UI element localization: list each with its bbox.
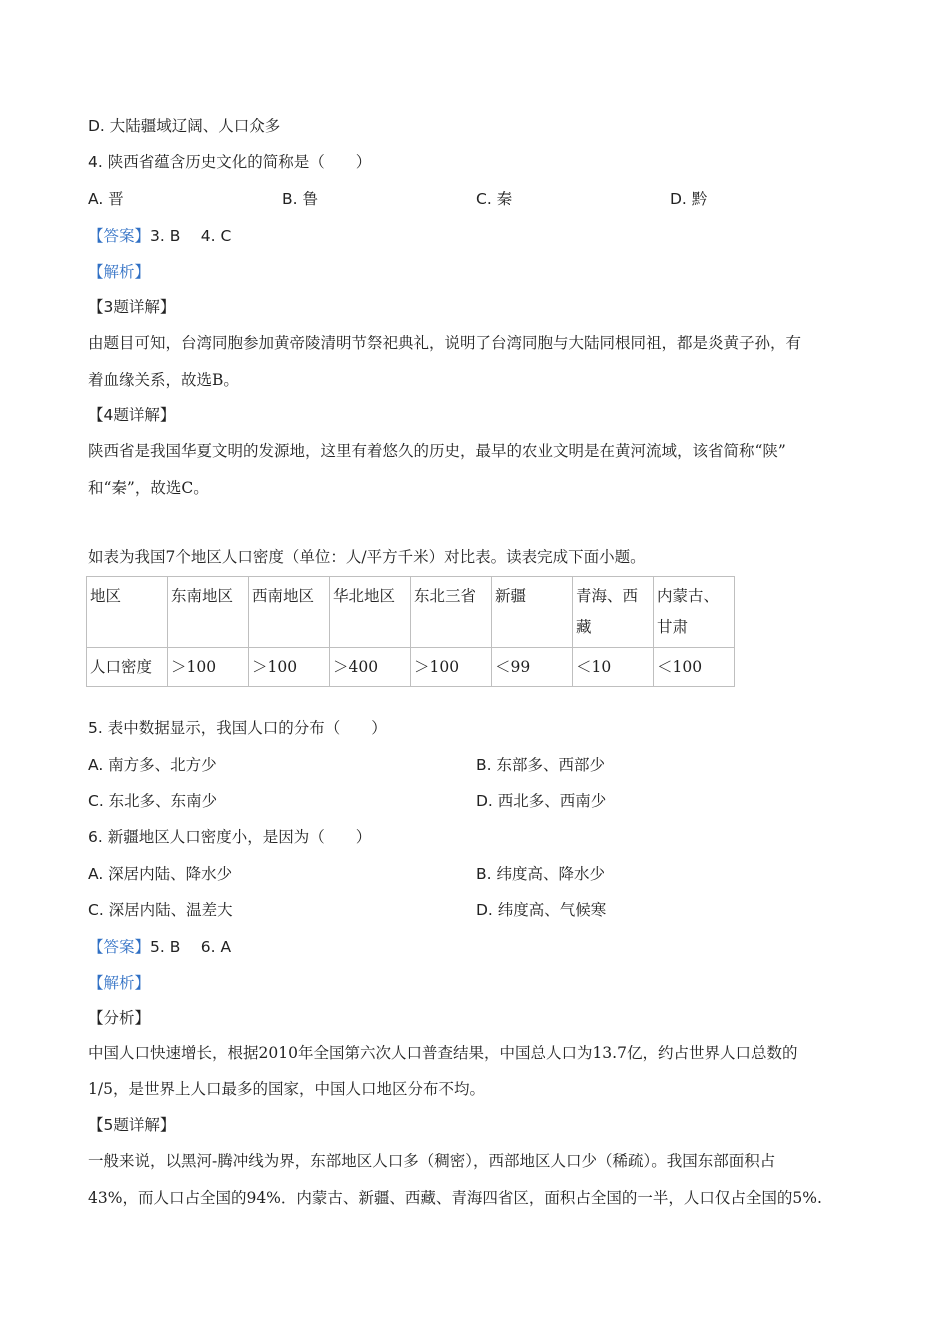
- q5-option-a: A. 南方多、北方少: [88, 756, 217, 774]
- q6-option-c: C. 深居内陆、温差大: [88, 901, 233, 919]
- table-cell: ＞400: [330, 648, 411, 687]
- table-header-cell: 地区: [87, 577, 168, 648]
- table-header-row: [87, 577, 735, 648]
- table-cell: ＜100: [654, 648, 735, 687]
- table-cell: 人口密度: [87, 648, 168, 687]
- q4-option-c: C. 秦: [476, 190, 513, 208]
- fenxi-line-2: 1/5，是世界上人口最多的国家，中国人口地区分布不均。: [88, 1080, 485, 1098]
- q6-stem: 6. 新疆地区人口密度小，是因为（ ）: [88, 828, 372, 846]
- detail-5-line-2: 43%，而人口占全国的94%．内蒙古、新疆、西藏、青海四省区，面积占全国的一半，人口仅占全国的5%.: [88, 1189, 822, 1207]
- q4-option-d: D. 黔: [670, 190, 708, 208]
- fenxi-line-1: 中国人口快速增长，根据2010年全国第六次人口普查结果，中国总人口为13.7亿，约占世界人口总数的: [88, 1044, 798, 1062]
- table-intro: 如表为我国7个地区人口密度（单位：人/平方千米）对比表。读表完成下面小题。: [88, 548, 646, 566]
- q4-option-b: B. 鲁: [282, 190, 318, 208]
- table-header-cell: 青海、西藏: [573, 577, 654, 648]
- q5-stem: 5. 表中数据显示，我国人口的分布（ ）: [88, 719, 387, 737]
- table-header-cell: 东北三省: [411, 577, 492, 648]
- table-header-cell: 华北地区: [330, 577, 411, 648]
- table-cell: ＜99: [492, 648, 573, 687]
- table-row: [87, 648, 735, 687]
- detail-5-heading: 【5题详解】: [88, 1116, 176, 1134]
- answer-block-1: [88, 226, 231, 246]
- table-cell: ＞100: [249, 648, 330, 687]
- table-header-cell: 西南地区: [249, 577, 330, 648]
- q5-option-b: B. 东部多、西部少: [476, 756, 605, 774]
- q4-option-a: A. 晋: [88, 190, 124, 208]
- q5-option-c: C. 东北多、东南少: [88, 792, 218, 810]
- analysis-tag-1: 【解析】: [88, 263, 151, 281]
- q3-option-d: D. 大陆疆域辽阔、人口众多: [88, 117, 281, 135]
- detail-3-heading: 【3题详解】: [88, 298, 176, 316]
- table-cell: ＞100: [411, 648, 492, 687]
- table-header-cell: 东南地区: [168, 577, 249, 648]
- q5-option-d: D. 西北多、西南少: [476, 792, 607, 810]
- table-header-cell: 内蒙古、甘肃: [654, 577, 735, 648]
- answer-tag: 【答案】: [88, 938, 151, 956]
- detail-4-heading: 【4题详解】: [88, 406, 176, 424]
- analysis-tag-2: 【解析】: [88, 974, 151, 992]
- table-header-cell: 新疆: [492, 577, 573, 648]
- q6-option-d: D. 纬度高、气候寒: [476, 901, 607, 919]
- table-cell: ＜10: [573, 648, 654, 687]
- detail-4-line-1: 陕西省是我国华夏文明的发源地，这里有着悠久的历史，最早的农业文明是在黄河流域，该省简称“陕”: [88, 442, 786, 460]
- detail-5-line-1: 一般来说，以黑河-腾冲线为界，东部地区人口多（稠密），西部地区人口少（稀疏）。我国东部面积占: [88, 1152, 776, 1170]
- q6-option-b: B. 纬度高、降水少: [476, 865, 605, 883]
- answer-block-2: [88, 937, 231, 957]
- population-density-table: [86, 576, 735, 687]
- table-cell: ＞100: [168, 648, 249, 687]
- q4-stem: 4. 陕西省蕴含历史文化的简称是（ ）: [88, 153, 372, 171]
- detail-3-line-1: 由题目可知，台湾同胞参加黄帝陵清明节祭祀典礼，说明了台湾同胞与大陆同根同祖，都是炎黄子孙，有: [88, 334, 802, 352]
- q6-option-a: A. 深居内陆、降水少: [88, 865, 233, 883]
- answer-text: 5. B 6. A: [150, 938, 232, 956]
- detail-3-line-2: 着血缘关系，故选B。: [88, 371, 239, 389]
- fenxi-heading: 【分析】: [88, 1009, 151, 1027]
- answer-text: 3. B 4. C: [150, 227, 232, 245]
- detail-4-line-2: 和“秦”，故选C。: [88, 479, 209, 497]
- answer-tag: 【答案】: [88, 227, 151, 245]
